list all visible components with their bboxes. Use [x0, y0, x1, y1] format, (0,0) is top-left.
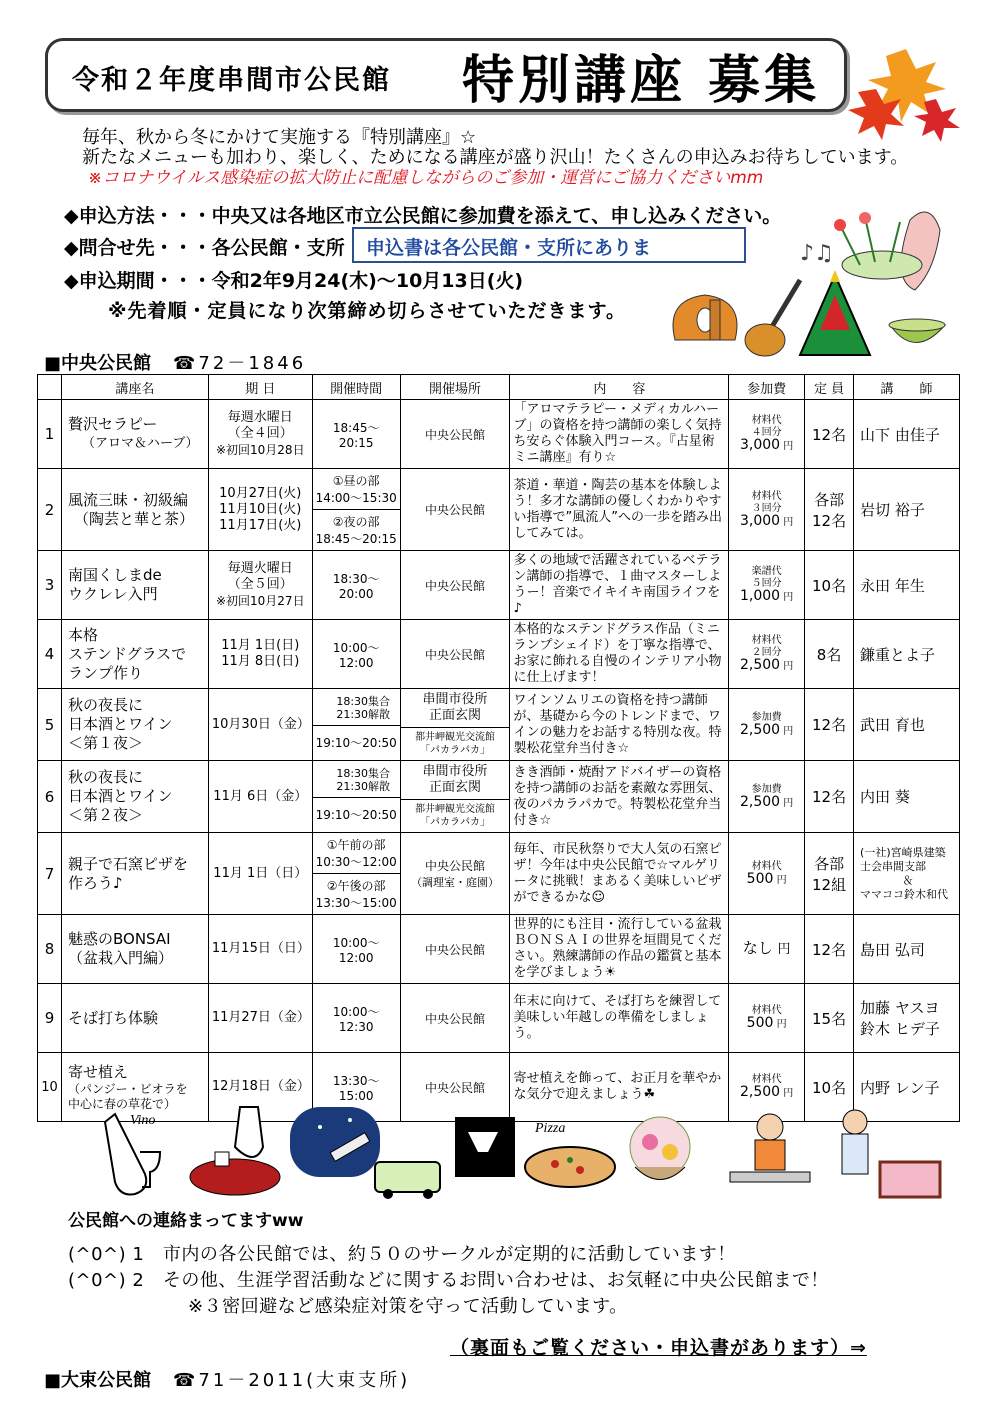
hall-daito-phone: ☎71－2011(大束支所) [173, 1370, 411, 1391]
course-capacity: 8名 [805, 620, 854, 689]
place-line: 都井岬観光交流館 [415, 804, 496, 815]
place-line: 都井岬観光交流館 [415, 732, 496, 743]
course-fee [729, 400, 805, 469]
row-no: 2 [38, 469, 62, 551]
soba-chef-icon [842, 1110, 940, 1197]
place-line: 「パカラパカ」 [420, 817, 491, 828]
course-teacher: 内野 レン子 [854, 1053, 960, 1122]
fee-amount: 500 [746, 870, 774, 887]
title-small: 令和２年度串間市公民館 [72, 65, 391, 96]
fee-note: ２回分 [751, 647, 782, 658]
fee-amount: 3,000 [739, 512, 781, 529]
fee-yen: 円 [783, 1088, 794, 1099]
course-fee [729, 984, 805, 1053]
course-capacity: 12名 [805, 400, 854, 469]
hall-central-name: ■中央公民館 [44, 353, 152, 374]
hall-central [44, 349, 306, 375]
course-name [61, 400, 208, 469]
course-capacity [805, 469, 854, 551]
course-sub: ＜第２夜＞ [67, 806, 143, 824]
session-label: 21:30解散 [336, 707, 391, 721]
glass-drink-icon [455, 1117, 515, 1177]
course-place: 中央公民館 [400, 984, 510, 1053]
course-title: 南国くしまde [67, 566, 162, 584]
course-date: 11月27日（金） [208, 984, 312, 1053]
intro-line-2: 新たなメニューも加わり、楽しく、ためになる講座が盛り沢山！たくさんの申込みお待ちしています。 [82, 147, 909, 168]
page-title: 特別講座 募集 [462, 51, 821, 111]
date-line: ※初回10月28日 [215, 443, 305, 457]
col-fee: 参加費 [729, 375, 805, 400]
course-date [208, 400, 312, 469]
session-label: 18:30集合 [336, 766, 391, 780]
flower-basket-icon [630, 1117, 690, 1180]
col-no [38, 375, 62, 400]
course-teacher: 岩切 裕子 [854, 469, 960, 551]
fee-note: 楽譜代 [751, 566, 782, 577]
col-course: 講座名 [61, 375, 208, 400]
music-notes-icon [800, 241, 834, 266]
course-place: 中央公民館 [400, 915, 510, 984]
fee-amount: なし [742, 939, 773, 957]
row-no: 4 [38, 620, 62, 689]
course-time [312, 761, 400, 833]
course-date [208, 469, 312, 551]
teacher-line: ママココ鈴木和代 [860, 887, 949, 901]
course-sub: ステンドグラスで [67, 644, 187, 663]
course-capacity: 12名 [805, 761, 854, 833]
course-place: 中央公民館 [400, 400, 510, 469]
course-place [400, 689, 510, 761]
intro-line-1: 毎年、秋から冬にかけて実施する『特別講座』☆ [82, 127, 477, 148]
table-header [38, 375, 960, 400]
session-label: ①午前の部 [326, 838, 386, 852]
sake-set-icon [190, 1107, 280, 1195]
apply-method: ◆申込方法・・・中央又は各地区市立公民館に参加費を添えて、申し込みください。 [64, 205, 782, 227]
course-place [400, 761, 510, 833]
place-line: 中央公民館 [425, 859, 486, 873]
course-name [61, 469, 208, 551]
session-time: 19:10～20:50 [315, 807, 397, 822]
row-no: 8 [38, 915, 62, 984]
pizza-icon [525, 1121, 615, 1187]
fee-note: 材料代 [751, 1074, 782, 1085]
course-capacity: 10名 [805, 1053, 854, 1122]
row-no: 5 [38, 689, 62, 761]
teacher-line: ＆ [902, 873, 914, 887]
course-content: 茶道・華道・陶芸の基本を体験しよう！多才な講師の優しくわかりやすい指導で”風流人”への一歩を踏み出してみては。 [510, 469, 729, 551]
cap-line: 各部 [814, 490, 845, 509]
course-name [61, 915, 208, 984]
course-time: 10:00～12:30 [312, 984, 400, 1053]
course-table [37, 374, 960, 1122]
course-title: 秋の夜長に [67, 768, 143, 786]
hobby-clipart [660, 190, 960, 365]
course-name [61, 620, 208, 689]
course-teacher: 内田 葵 [854, 761, 960, 833]
session-time: 13:30～15:00 [315, 896, 397, 910]
course-capacity: 12名 [805, 689, 854, 761]
date-line: 毎週火曜日 [227, 561, 293, 576]
session-time: 10:30～12:00 [315, 855, 397, 869]
course-content: 毎年、市民秋祭りで大人気の石窯ピザ！今年は中央公民館で☆マルゲリータに挑戦！まあるく美味しいピザができるかな☺ [510, 833, 729, 915]
row-no: 10 [38, 1053, 62, 1122]
course-sub: （パンジー・ビオラを [67, 1081, 188, 1096]
course-content: きき酒師・焼酎アドバイザーの資格を持つ講師のお話を素敵な雰囲気、夜のパカラパカで。特製松花堂弁当付き☆ [510, 761, 729, 833]
course-fee [729, 469, 805, 551]
table-row [38, 984, 960, 1053]
teacher-line: 鈴木 ヒデ子 [860, 1020, 940, 1038]
fee-note: 参加費 [751, 783, 782, 795]
course-content: 「アロマテラピー・メディカルハーブ」の資格を持つ講師の楽しく気持ち安らぐ体験入門コース。『占星術ミニ講座』有り☆ [510, 400, 729, 469]
row-no: 3 [38, 551, 62, 620]
course-fee [729, 915, 805, 984]
course-time: 10:00～12:00 [312, 620, 400, 689]
row-no: 7 [38, 833, 62, 915]
course-time [312, 689, 400, 761]
hall-central-phone: ☎72－1846 [173, 353, 307, 374]
inquiry: ◆問合せ先・・・各公民館・支所 [64, 237, 345, 259]
course-teacher: 永田 年生 [854, 551, 960, 620]
cap-line: 12組 [812, 875, 847, 894]
course-teacher: 島田 弘司 [854, 915, 960, 984]
fee-yen: 円 [783, 441, 794, 452]
fee-yen: 円 [783, 592, 794, 603]
fee-note: ３回分 [751, 502, 782, 514]
course-date [208, 551, 312, 620]
course-title: 親子で石窯ピザを [67, 854, 188, 873]
col-place: 開催場所 [400, 375, 510, 400]
col-content: 内 容 [510, 375, 729, 400]
course-capacity [805, 833, 854, 915]
course-teacher: 鎌重とよ子 [854, 620, 960, 689]
course-date: 11月15日（日） [208, 915, 312, 984]
course-time: 10:00～12:00 [312, 915, 400, 984]
course-fee [729, 620, 805, 689]
course-date: 11月 1日（日） [208, 833, 312, 915]
session-label: ①昼の部 [332, 474, 380, 488]
course-name: そば打ち体験 [61, 984, 208, 1053]
course-date: 11月 6日（金） [208, 761, 312, 833]
course-time: 18:45～20:15 [312, 400, 400, 469]
fee-amount: 500 [746, 1015, 774, 1031]
date-line: 毎週水曜日 [227, 410, 293, 425]
fee-yen: 円 [783, 516, 794, 528]
course-name [61, 689, 208, 761]
activity-clipart-strip [90, 1102, 960, 1202]
fee-note: 材料代 [751, 635, 782, 646]
contact-line-2: (^0^) 2 その他、生涯学習活動などに関するお問い合わせは、お気軽に中央公民館まで！ [68, 1270, 829, 1291]
course-title: 寄せ植え [67, 1062, 128, 1081]
course-content: 年末に向けて、そば打ちを練習して美味しい年越しの準備をしましょう。 [510, 984, 729, 1053]
course-place: 中央公民館 [400, 469, 510, 551]
fee-note: 材料代 [751, 490, 782, 502]
course-sub: （陶芸と華と茶） [73, 509, 194, 528]
night-sky-telescope-icon [290, 1107, 380, 1177]
date-line: 11月10日(火) [219, 501, 302, 517]
table-row [38, 761, 960, 833]
course-sub: 作ろう♪ [67, 873, 123, 892]
date-line: 11月 1日(日) [221, 638, 300, 653]
course-title: 秋の夜長に [67, 696, 143, 714]
fee-note: ５回分 [751, 578, 782, 589]
course-fee [729, 833, 805, 915]
course-sub: （盆栽入門編） [67, 949, 173, 967]
session-label: ②午後の部 [326, 879, 386, 893]
flower-arrangement-icon [834, 212, 940, 290]
fee-yen: 円 [783, 797, 794, 809]
session-time: 18:45～20:15 [315, 532, 397, 546]
course-place [400, 833, 510, 915]
fee-note: 参加費 [751, 711, 782, 723]
tea-bowl-icon [889, 319, 945, 343]
fee-amount: 3,000 [739, 437, 781, 453]
course-fee [729, 689, 805, 761]
course-content: 多くの地域で活躍されているベテラン講師の指導で、１曲マスターしようー！音楽でイキイキ南国ライフを♪ [510, 551, 729, 620]
apply-period: ◆申込期間・・・令和2年9月24(木)～10月13日(火) [64, 270, 524, 292]
course-sub: （アロマ＆ハーブ） [81, 436, 199, 451]
fee-amount: 2,500 [739, 793, 781, 810]
course-sub: 日本酒とワイン [67, 715, 173, 733]
place-line: 正面玄関 [429, 780, 482, 795]
course-place: 中央公民館 [400, 1053, 510, 1122]
cap-line: 12名 [812, 511, 847, 530]
pizza-label: Pizza [535, 1121, 566, 1136]
course-content: 本格的なステンドグラス作品（ミニランプシェイド）を丁寧な指導で、お家に飾れる自慢のインテリア小物に仕上げます！ [510, 620, 729, 689]
fee-yen: 円 [783, 661, 794, 672]
cooking-person-icon [730, 1114, 810, 1182]
table-row [38, 915, 960, 984]
row-no: 1 [38, 400, 62, 469]
fee-amount: 1,000 [739, 588, 781, 604]
course-sub: 日本酒とワイン [67, 787, 173, 805]
contact-line-3: ※３密回避など感染症対策を守って活動しています。 [188, 1296, 628, 1317]
course-date [208, 620, 312, 689]
form-note: 申込書は各公民館・支所にありま [366, 237, 652, 259]
vino-label: Vino [130, 1113, 156, 1128]
session-label: ②夜の部 [332, 515, 380, 529]
place-line: 串間市役所 [422, 764, 488, 779]
course-teacher [854, 984, 960, 1053]
place-line: 正面玄関 [429, 708, 482, 723]
col-teacher: 講 師 [854, 375, 960, 400]
teacher-line: (一社)宮崎県建築 [860, 845, 946, 859]
fee-amount: 2,500 [739, 721, 781, 738]
guitar-icon [745, 280, 800, 356]
date-line: 11月 8日(日) [221, 654, 300, 669]
fee-yen: 円 [776, 874, 787, 886]
course-teacher: 武田 育也 [854, 689, 960, 761]
course-name [61, 551, 208, 620]
fee-note: 材料代 [751, 860, 782, 872]
table-row [38, 400, 960, 469]
course-sub: 中心に春の草花で） [67, 1096, 176, 1111]
row-no: 9 [38, 984, 62, 1053]
course-content: 寄せ植えを飾って、お正月を華やかな気分で迎えましょう☘ [510, 1053, 729, 1122]
teacher-line: 加藤 ヤスヨ [860, 999, 940, 1017]
col-date: 期 日 [208, 375, 312, 400]
covid-note: ※コロナウイルス感染症の拡大防止に配慮しながらのご参加・運営にご協力くださいmm [88, 168, 764, 188]
session-time: 14:00～15:30 [315, 491, 397, 505]
course-capacity: 15名 [805, 984, 854, 1053]
course-title: 本格 [67, 625, 98, 644]
course-teacher: 山下 由佳子 [854, 400, 960, 469]
fee-note: ４回分 [751, 427, 782, 438]
course-teacher [854, 833, 960, 915]
course-title: 風流三昧・初級編 [67, 490, 188, 509]
back-page-note: （裏面もご覧ください・申込書があります）⇒ [450, 1337, 867, 1359]
aroma-pot-icon [673, 295, 737, 340]
course-time [312, 833, 400, 915]
col-time: 開催時間 [312, 375, 400, 400]
course-time: 18:30～20:00 [312, 551, 400, 620]
course-title: 魅惑のBONSAI [67, 930, 171, 948]
stained-glass-tree-icon [800, 270, 870, 355]
course-sub: ウクレレ入門 [67, 585, 158, 603]
fee-yen: 円 [783, 725, 794, 737]
table-row [38, 689, 960, 761]
contact-heading: 公民館への連絡まってますww [68, 1211, 304, 1231]
course-place: 中央公民館 [400, 551, 510, 620]
course-name [61, 761, 208, 833]
course-time: 13:30～15:00 [312, 1053, 400, 1122]
course-capacity: 12名 [805, 915, 854, 984]
table-row [38, 833, 960, 915]
date-line: （全５回） [227, 577, 293, 592]
place-line: 「パカラパカ」 [420, 745, 491, 756]
col-capacity: 定 員 [805, 375, 854, 400]
wine-bottle-icon [105, 1113, 160, 1195]
course-fee [729, 551, 805, 620]
place-line: 串間市役所 [422, 692, 488, 707]
course-capacity: 10名 [805, 551, 854, 620]
course-content: ワインソムリエの資格を持つ講師が、基礎から今のトレンドまで、ワインの魅力をお話する特別な夜。特製松花堂弁当付き☆ [510, 689, 729, 761]
course-date: 12月18日（金） [208, 1053, 312, 1122]
session-label: 21:30解散 [336, 779, 391, 793]
course-time [312, 469, 400, 551]
date-line: ※初回10月27日 [215, 594, 305, 608]
date-line: 11月17日(火) [219, 517, 302, 533]
date-line: 10月27日(火) [219, 485, 302, 501]
session-label: 18:30集合 [336, 694, 391, 708]
bus-icon [375, 1162, 440, 1199]
course-content: 世界的にも注目・流行している盆栽ＢＯＮＳＡＩの世界を垣間見てください。熟練講師の作品の鑑賞と基本を学びましょう☀ [510, 915, 729, 984]
contact-line-1: (^0^) 1 市内の各公民館では、約５０のサークルが定期的に活動しています！ [68, 1244, 736, 1265]
place-line: （調理室・庭園） [411, 876, 500, 889]
course-sub: ＜第１夜＞ [67, 734, 143, 752]
course-title: 贅沢セラピー [67, 415, 158, 433]
fee-amount: 2,500 [739, 657, 781, 673]
table-row [38, 551, 960, 620]
maple-leaves-icon [846, 44, 966, 144]
course-sub: ランプ作り [67, 663, 143, 682]
course-place: 中央公民館 [400, 620, 510, 689]
fee-note: 材料代 [751, 415, 782, 426]
hall-daito-name: ■大束公民館 [44, 1370, 152, 1391]
table-row [38, 620, 960, 689]
hall-daito [44, 1366, 410, 1392]
fee-yen: 円 [776, 1019, 787, 1030]
course-fee [729, 761, 805, 833]
teacher-line: 士会串間支部 [860, 859, 927, 873]
row-no: 6 [38, 761, 62, 833]
course-name [61, 833, 208, 915]
fee-note: 材料代 [751, 1005, 782, 1016]
table-row [38, 469, 960, 551]
fee-amount: 2,500 [739, 1084, 781, 1100]
first-come-note: ※先着順・定員になり次第締め切らさせていただきます。 [108, 300, 626, 322]
date-line: （全４回） [227, 426, 293, 441]
cap-line: 各部 [814, 854, 845, 873]
session-time: 19:10～20:50 [315, 735, 397, 750]
course-date: 10月30日（金） [208, 689, 312, 761]
fee-yen: 円 [777, 942, 791, 957]
svg-text:♪♫: ♪♫ [800, 241, 834, 266]
